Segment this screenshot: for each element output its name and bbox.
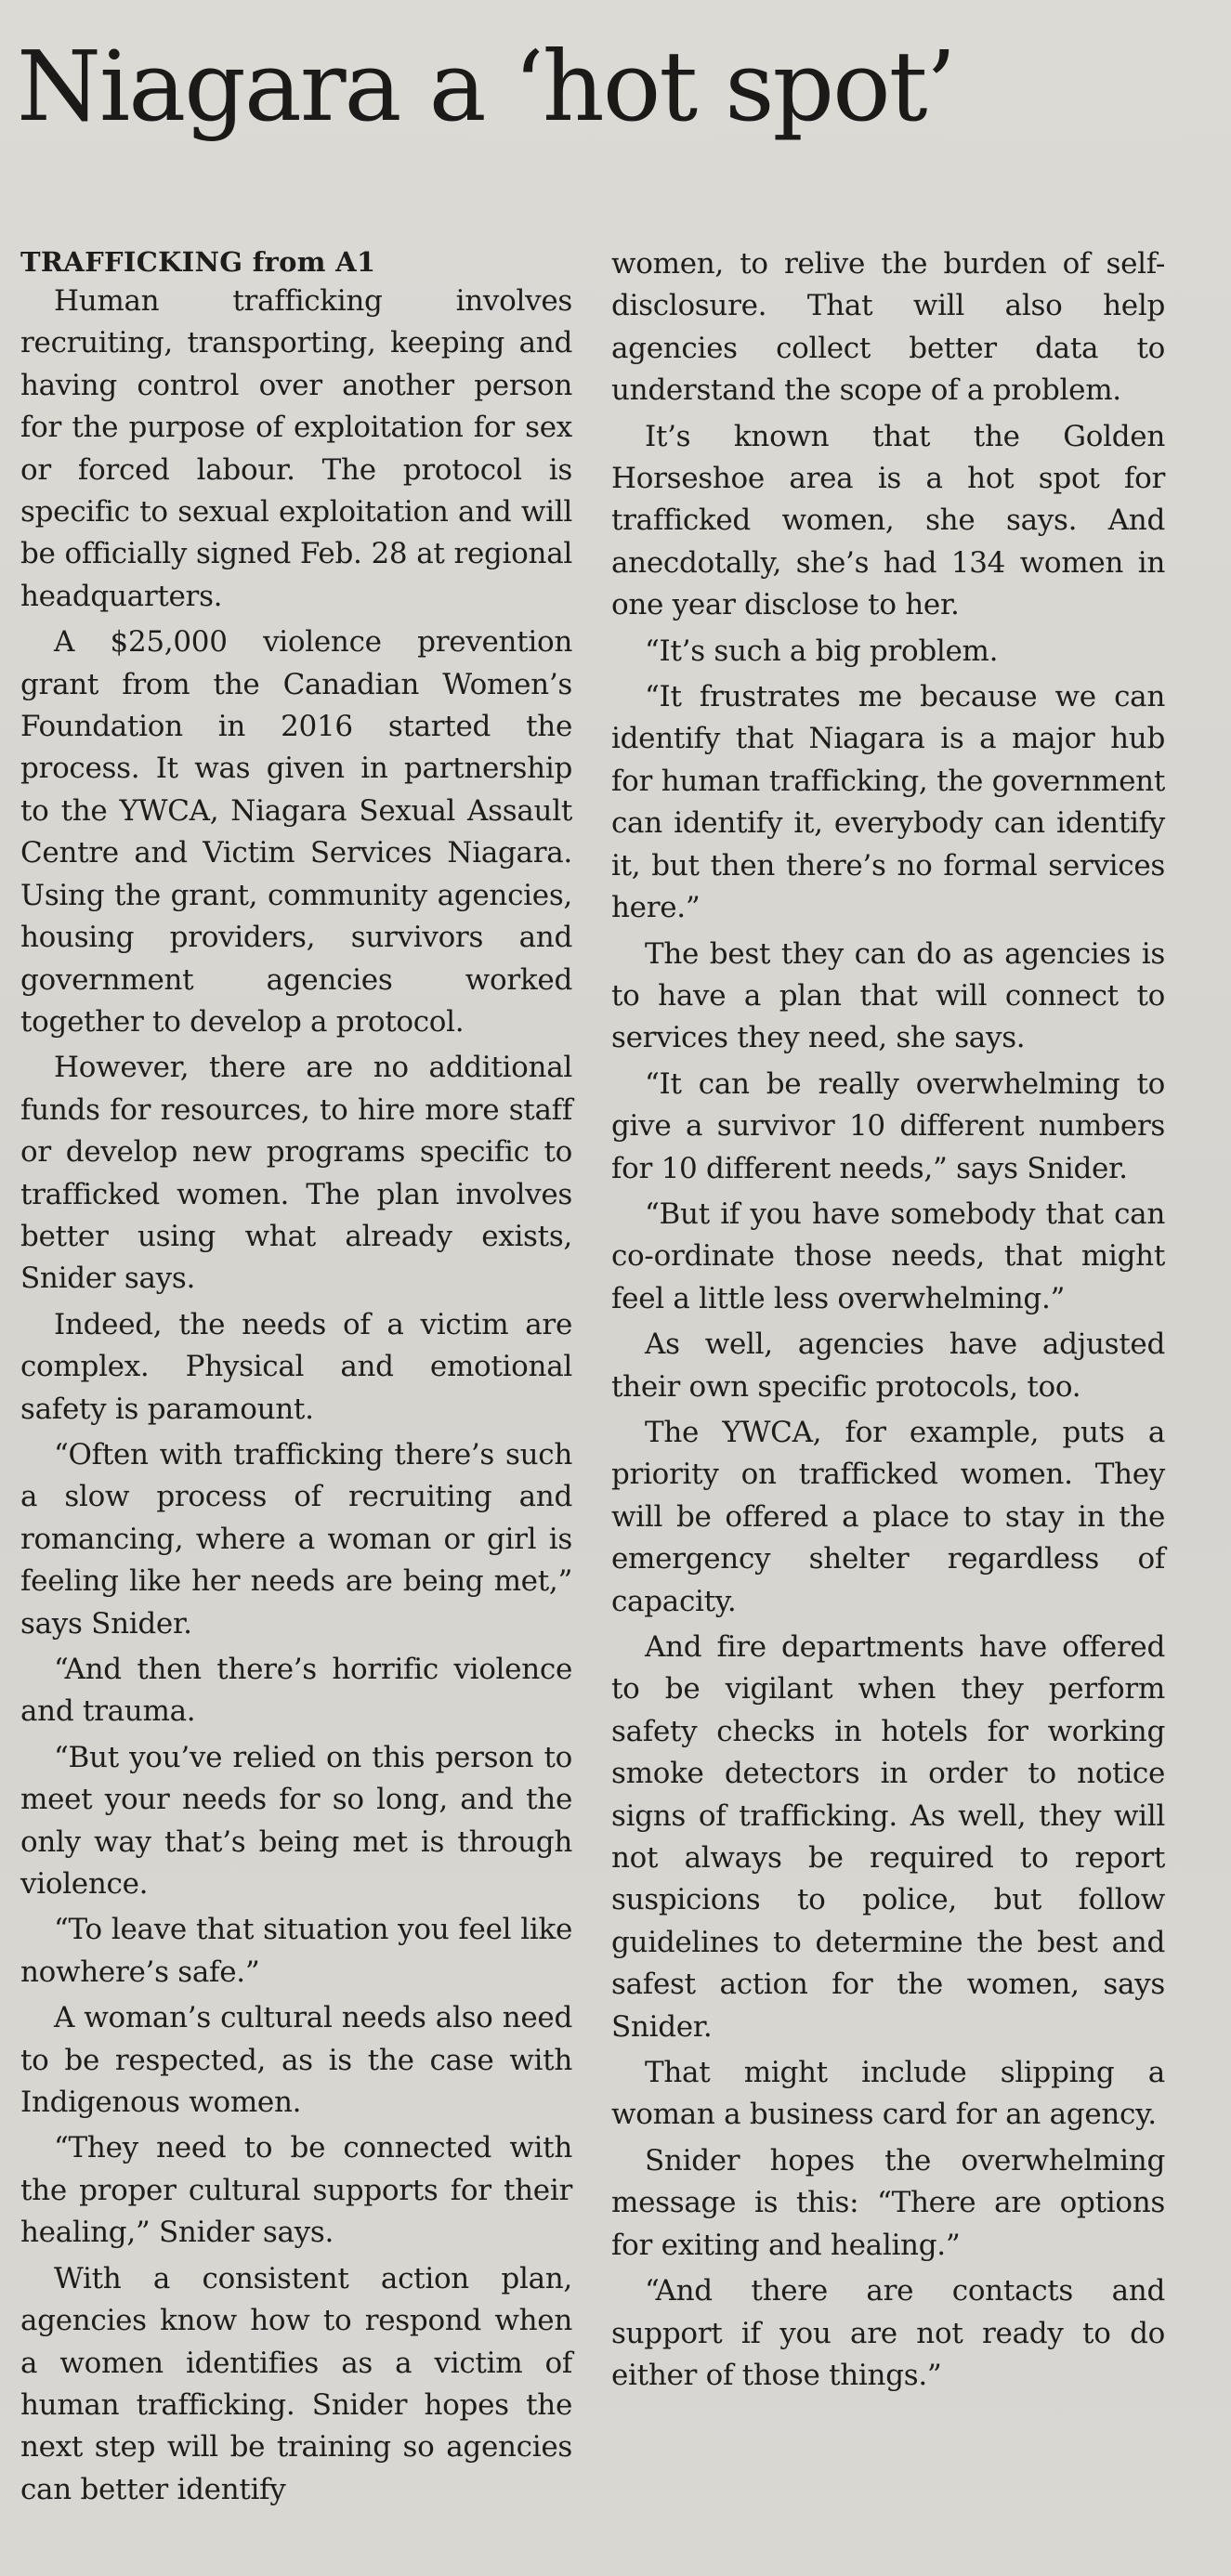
paragraph: A woman’s cultural needs also need to be respected, as is the case with Indigenous women. bbox=[20, 2001, 572, 2120]
paragraph: The best they can do as agencies is to have a plan that will connect to services they need, she says. bbox=[611, 936, 1165, 1055]
paragraph: “It can be really overwhelming to give a survivor 10 different numbers for 10 different needs,” says Snider. bbox=[611, 1066, 1165, 1185]
paragraph: “It frustrates me because we can identify that Niagara is a major hub for human trafficking, the government can identify it, everybody can identify it, but then there’s no formal services here.” bbox=[611, 680, 1165, 925]
paragraph: Indeed, the needs of a victim are complex. Physical and emotional safety is paramount. bbox=[20, 1307, 572, 1426]
paragraph: “And then there’s horrific violence and trauma. bbox=[20, 1653, 572, 1729]
paragraph: That might include slipping a woman a business card for an agency. bbox=[611, 2056, 1165, 2132]
paragraph: The YWCA, for example, puts a priority on trafficked women. They will be offered a place to stay in the emergency shelter regardless of capacity. bbox=[611, 1415, 1165, 1618]
paragraph: It’s known that the Golden Horseshoe area is a hot spot for trafficked women, she says. And anecdotally, she’s had 134 women in one year disclose to her. bbox=[611, 419, 1165, 622]
paragraph: “And there are contacts and support if you are not ready to do either of those things.” bbox=[611, 2274, 1165, 2392]
headline: Niagara a ‘hot spot’ bbox=[17, 30, 955, 143]
paragraph: A $25,000 violence prevention grant from the Canadian Women’s Foundation in 2016 started the process. It was given in partnership to the YWCA, Niagara Sexual Assault Centre and Victim Services Niagara. Using the grant, community agencies, housing providers, survivors and government agencies worked together to develop a protocol. bbox=[20, 625, 572, 1039]
paragraph: “Often with trafficking there’s such a slow process of recruiting and romancing, where a woman or girl is feeling like her needs are being met,” says Snider. bbox=[20, 1437, 572, 1641]
paragraph: women, to relive the burden of self-disclosure. That will also help agencies collect better data to understand the scope of a problem. bbox=[611, 247, 1165, 408]
paragraph: “But you’ve relied on this person to meet your needs for so long, and the only way that’s being met is through violence. bbox=[20, 1740, 572, 1902]
paragraph: “But if you have somebody that can co-ordinate those needs, that might feel a little less overwhelming.” bbox=[611, 1196, 1165, 1315]
paragraph: As well, agencies have adjusted their own specific protocols, too. bbox=[611, 1327, 1165, 1404]
kicker: TRAFFICKING from A1 bbox=[20, 246, 376, 278]
paragraph: “It’s such a big problem. bbox=[645, 634, 999, 668]
paragraph: With a consistent action plan, agencies know how to respond when a women identifies as a victim of human trafficking. Snider hopes the next step will be training so agencies can better identify bbox=[20, 2261, 572, 2506]
paragraph: Snider hopes the overwhelming message is this: “There are options for exiting and healing.” bbox=[611, 2143, 1165, 2262]
paragraph: “To leave that situation you feel like nowhere’s safe.” bbox=[20, 1913, 572, 1989]
left-column bbox=[20, 243, 572, 2515]
paragraph: “They need to be connected with the proper cultural supports for their healing,” Snider says. bbox=[20, 2131, 572, 2250]
right-column bbox=[611, 243, 1165, 2400]
paragraph: And fire departments have offered to be vigilant when they perform safety checks in hotels for working smoke detectors in order to notice signs of trafficking. As well, they will not always be required to report suspicions to police, but follow guidelines to determine the best and safest action for the women, says Snider. bbox=[611, 1630, 1165, 2044]
paragraph: Human trafficking involves recruiting, transporting, keeping and having control over another person for the purpose of exploitation for sex or forced labour. The protocol is specific to sexual exploitation and will be officially signed Feb. 28 at regional headquarters. bbox=[20, 284, 572, 613]
paragraph: However, there are no additional funds for resources, to hire more staff or develop new programs specific to trafficked women. The plan involves better using what already exists, Snider says. bbox=[20, 1051, 572, 1296]
